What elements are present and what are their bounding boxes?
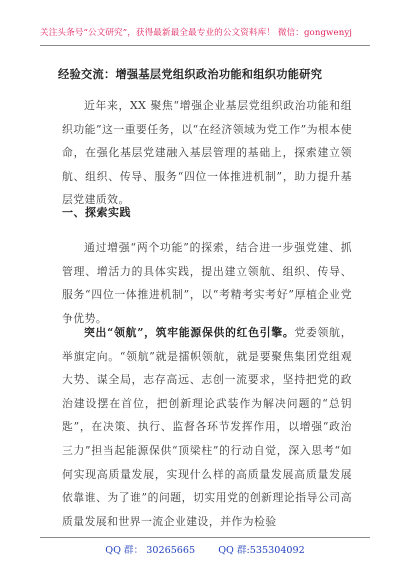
footer-divider (40, 537, 370, 538)
footer (40, 542, 370, 556)
header-banner: 关注头条号“公文研究”，获得最新最全最专业的公文资料库！ 微信：gongwenyj (40, 28, 353, 38)
paragraph-body: 党委领航，举旗定向。“领航”就是擂帜领航，就是要聚焦集团党组观大势、谋全局，志存高远、志创一流要求，坚持把党的政治建设摆在首位，把创新理论武装作为解决问题的“总钥匙”，在决策、执行、监督各环节发挥作用，以增强“政治三力”担当起能源保供“顶梁柱”的行动自觉，深入思考“如何实现高质量发展，实现什么样的高质量发展高质量发展依靠谁、为了谁”的问题，切实用党的创新理论指导公司高质量发展和世界一流企业建设，并作为检验 (62, 326, 353, 528)
section-heading-practice: 一、探索实践 (62, 206, 131, 219)
document-title: 经验交流：增强基层党组织政治功能和组织功能研究 (58, 67, 323, 81)
paragraph-intro: 近年来，XX 聚焦“增强企业基层党组织政治功能和组织功能”这一重要任务，以“在经济领域为党工作”为根本使命，在强化基层党建融入基层管理的基础上，探索建立领航、组织、传导、服务“四位一体推进机制”，助力提升基层党建质效。 (62, 99, 352, 207)
footer-qq-group-1: QQ 群： 30265665 (105, 545, 196, 556)
header-divider (40, 45, 370, 46)
paragraph-navigation (62, 321, 352, 533)
paragraph-practice: 通过增强“两个功能”的探索，结合进一步强党建、抓管理、增活力的具体实践，提出建立领航、组织、传导、服务“四位一体推进机制”，以“考精考实考好”厚植企业党争优势。 (62, 241, 352, 325)
footer-qq-group-2: QQ 群:535304092 (218, 545, 305, 556)
paragraph-lead-sentence: 突出“领航”，筑牢能源保供的红色引擎。 (84, 326, 295, 339)
